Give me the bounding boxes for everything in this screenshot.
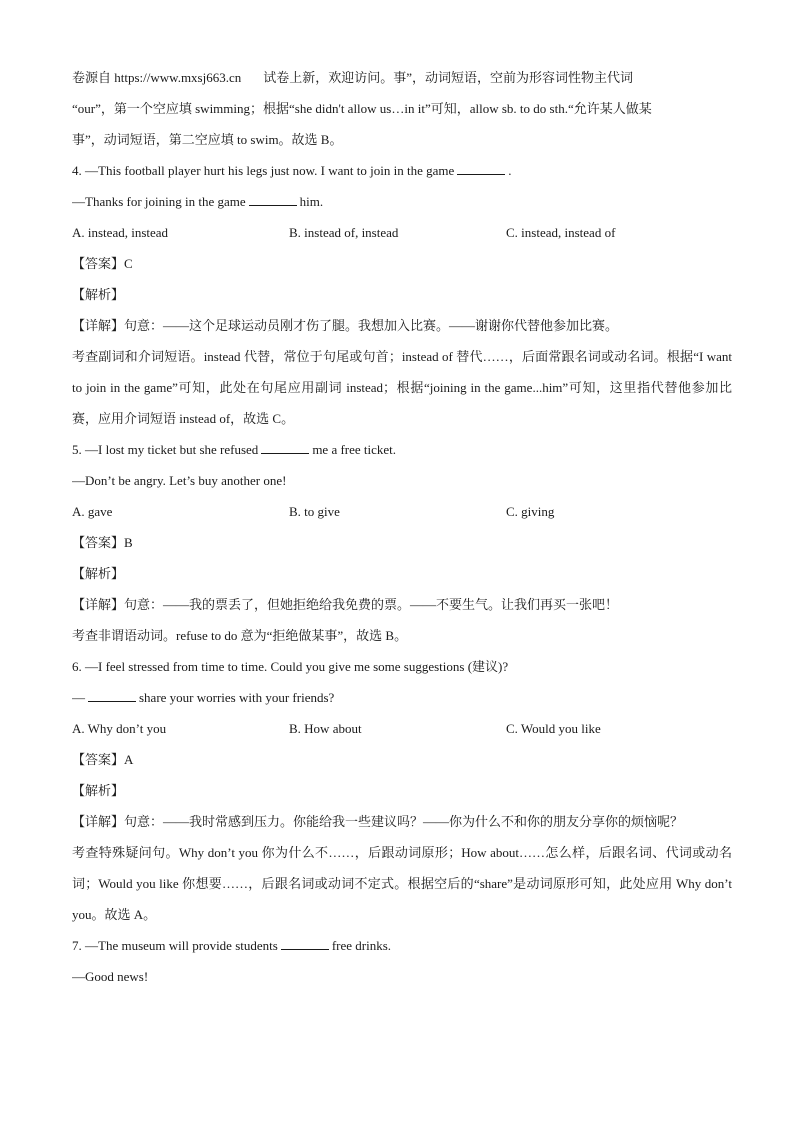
question-stem: 4. —This football player hurt his legs just now. I want to join in the game .	[72, 163, 512, 178]
detail-text: 考查副词和介词短语。instead 代替，常位于句尾或句首；instead of 替代……，后面常跟名词或动名词。根据“I want to join in the game”可知，此处在句尾应用副词 instead；根据“joining in the game...him”可知，这里指代替他参加比赛，应用介词短语 instead of，故选 C。	[72, 349, 732, 426]
question-stem: — share your worries with your friends?	[72, 690, 335, 705]
option-b: B. instead of, instead	[289, 225, 399, 240]
question-stem: 6. —I feel stressed from time to time. Could you give me some suggestions (建议)?	[72, 659, 509, 674]
option-row	[72, 217, 732, 248]
question-stem: —Don’t be angry. Let’s buy another one!	[72, 473, 287, 488]
answer-label: 【答案】A	[72, 752, 134, 767]
option-row	[72, 496, 732, 527]
answer-blank	[88, 689, 136, 702]
answer-blank	[249, 193, 297, 206]
header-line	[72, 62, 732, 93]
question-6	[72, 651, 732, 930]
detail-text: 【详解】句意：——这个足球运动员刚才伤了腿。我想加入比赛。——谢谢你代替他参加比赛。	[72, 318, 619, 333]
question-stem: —Good news!	[72, 969, 149, 984]
prev-explanation-line: “our”，第一个空应填 swimming；根据“she didn't allow us…in it”可知，allow sb. to do sth.“允许某人做某	[72, 101, 652, 116]
question-stem: 7. —The museum will provide students free drinks.	[72, 938, 392, 953]
question-7	[72, 930, 732, 992]
analysis-label: 【解析】	[72, 566, 125, 581]
prev-explanation-line: 事”，动词短语，第二空应填 to swim。故选 B。	[72, 132, 343, 147]
document-page	[72, 62, 732, 992]
option-c: C. instead, instead of	[506, 225, 616, 240]
question-stem: 5. —I lost my ticket but she refused me a free ticket.	[72, 442, 397, 457]
continuation-text: 试卷上新，欢迎访问。事”，动词短语，空前为形容词性物主代词	[263, 70, 634, 85]
option-row	[72, 713, 732, 744]
source-watermark: 卷源自 https://www.mxsj663.cn	[72, 70, 242, 85]
answer-label: 【答案】C	[72, 256, 133, 271]
option-a: A. Why don’t you	[72, 721, 167, 736]
question-5	[72, 434, 732, 651]
analysis-label: 【解析】	[72, 287, 125, 302]
answer-blank	[261, 441, 309, 454]
question-4	[72, 155, 732, 434]
detail-text: 考查非谓语动词。refuse to do 意为“拒绝做某事”，故选 B。	[72, 628, 408, 643]
answer-blank	[281, 937, 329, 950]
answer-blank	[457, 162, 505, 175]
answer-label: 【答案】B	[72, 535, 133, 550]
option-a: A. gave	[72, 504, 113, 519]
option-c: C. giving	[506, 504, 555, 519]
detail-text: 【详解】句意：——我时常感到压力。你能给我一些建议吗？——你为什么不和你的朋友分享你的烦恼呢？	[72, 814, 684, 829]
option-c: C. Would you like	[506, 721, 601, 736]
analysis-label: 【解析】	[72, 783, 125, 798]
option-b: B. How about	[289, 721, 362, 736]
question-stem: —Thanks for joining in the game him.	[72, 194, 324, 209]
detail-text: 考查特殊疑问句。Why don’t you 你为什么不……，后跟动词原形；How about……怎么样，后跟名词、代词或动名词；Would you like 你想要……，后跟名词或动词不定式。根据空后的“share”是动词原形可知，此处应用 Why don’t you。故选 A。	[72, 845, 732, 922]
option-a: A. instead, instead	[72, 225, 169, 240]
option-b: B. to give	[289, 504, 340, 519]
detail-text: 【详解】句意：——我的票丢了，但她拒绝给我免费的票。——不要生气。让我们再买一张吧！	[72, 597, 619, 612]
